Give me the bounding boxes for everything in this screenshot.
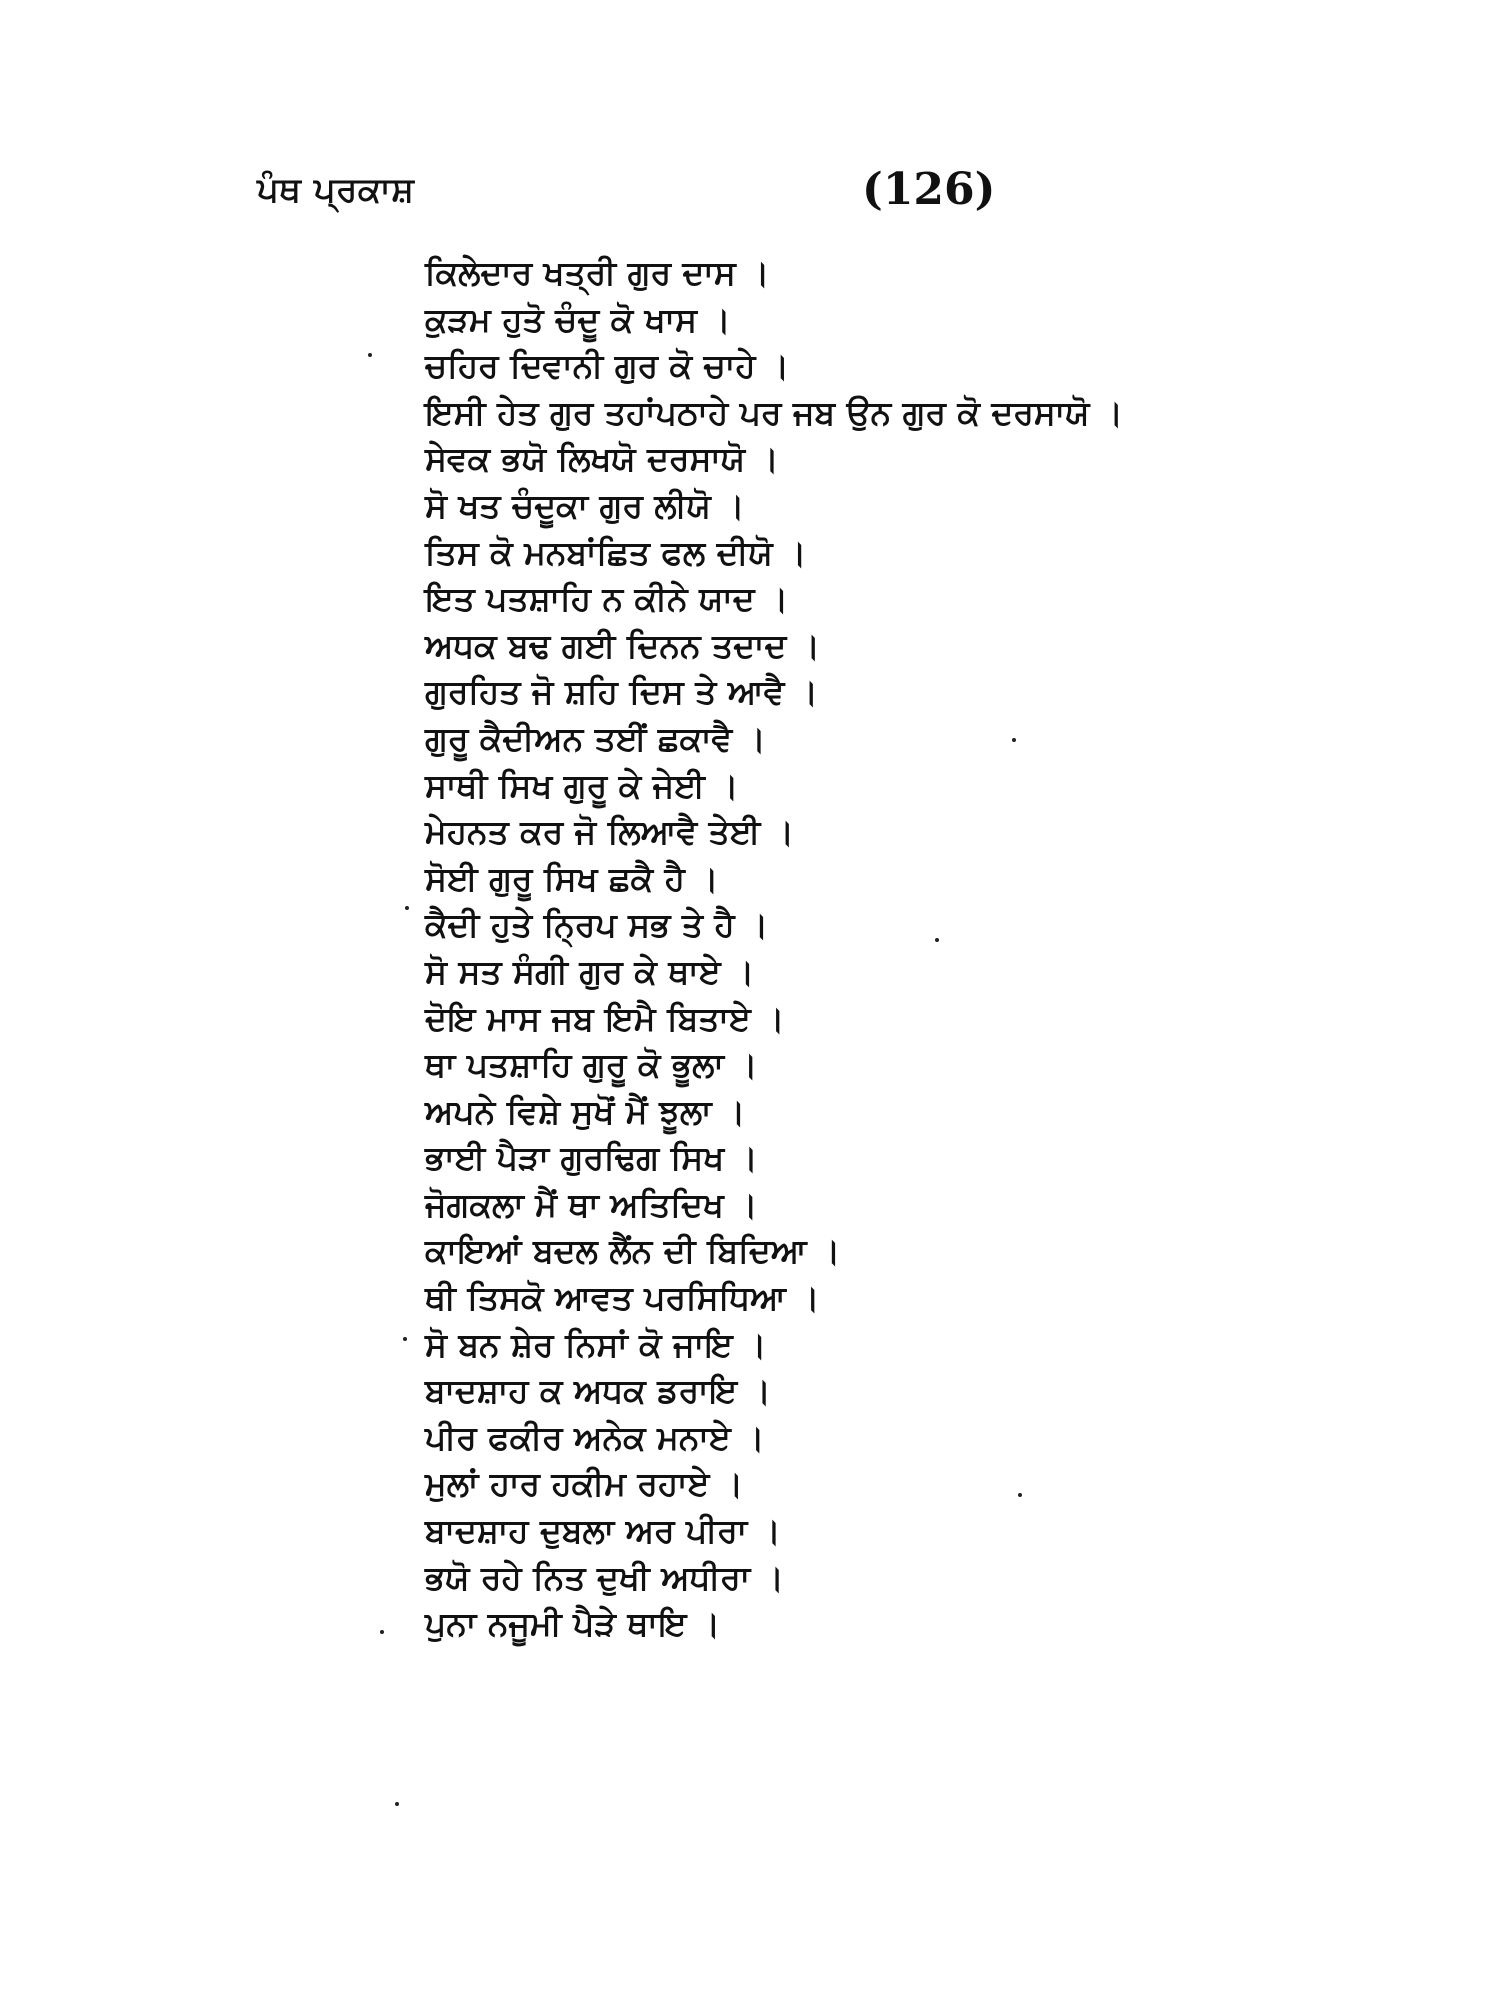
verse-line: ਕੈਦੀ ਹੁਤੇ ਨ੍ਰਿਪ ਸਭ ਤੇ ਹੈ । — [425, 905, 769, 945]
verse-line: ਭਯੋ ਰਹੇ ਨਿਤ ਦੁਖੀ ਅਧੀਰਾ । — [425, 1557, 784, 1597]
verse-line: ਅਧਕ ਬਢ ਗਈ ਦਿਨਨ ਤਦਾਦ । — [425, 625, 821, 665]
scan-speck — [368, 353, 372, 357]
verse-line: ਬਾਦਸ਼ਾਹ ਦੁਬਲਾ ਅਰ ਪੀਰਾ । — [425, 1511, 781, 1551]
verse-line: ਥਾ ਪਤਸ਼ਾਹਿ ਗੁਰੂ ਕੋ ਭੂਲਾ । — [425, 1045, 758, 1085]
book-title: ਪੰਥ ਪ੍ਰਕਾਸ਼ — [257, 170, 415, 210]
verse-line: ਗੁਰੂ ਕੈਦੀਅਨ ਤਈਂ ਛਕਾਵੈ । — [425, 718, 766, 758]
scan-speck — [1018, 1493, 1022, 1497]
scan-speck — [935, 938, 939, 942]
verse-line: ਥੀ ਤਿਸਕੋ ਆਵਤ ਪਰਸਿਧਿਆ । — [425, 1278, 820, 1318]
verse-line: ਕੁੜਮ ਹੁਤੋ ਚੰਦੂ ਕੋ ਖਾਸ । — [425, 299, 731, 339]
verse-line: ਭਾਈ ਪੈੜਾ ਗੁਰਢਿਗ ਸਿਖ । — [425, 1138, 758, 1178]
verse-line: ਗੁਰਹਿਤ ਜੋ ਸ਼ਹਿ ਦਿਸ ਤੇ ਆਵੈ । — [425, 672, 819, 712]
verse-line: ਦੋਇ ਮਾਸ ਜਬ ਇਮੈ ਬਿਤਾਏ । — [425, 998, 785, 1038]
verse-line: ਸੋਈ ਗੁਰੂ ਸਿਖ ਛਕੈ ਹੈ । — [425, 858, 719, 898]
verse-line: ਮੇਹਨਤ ਕਰ ਜੋ ਲਿਆਵੈ ਤੇਈ । — [425, 812, 795, 852]
verse-line: ਸਾਥੀ ਸਿਖ ਗੁਰੂ ਕੇ ਜੇਈ । — [425, 765, 739, 805]
verse-line: ਸੇਵਕ ਭਯੋ ਲਿਖਯੋ ਦਰਸਾਯੋ । — [425, 439, 779, 479]
verse-line: ਜੋਗਕਲਾ ਮੈਂ ਥਾ ਅਤਿਦਿਖ । — [425, 1184, 758, 1224]
scan-speck — [405, 906, 409, 910]
verse-line: ਚਹਿਰ ਦਿਵਾਨੀ ਗੁਰ ਕੋ ਚਾਹੇ । — [425, 346, 790, 386]
verse-line: ਅਪਨੇ ਵਿਸ਼ੇ ਸੁਖੋਂ ਮੈਂ ਝੂਲਾ । — [425, 1091, 746, 1131]
verse-line: ਸੋ ਬਨ ਸ਼ੇਰ ਨਿਸਾਂ ਕੋ ਜਾਇ । — [425, 1324, 767, 1364]
scan-speck — [1012, 738, 1016, 742]
verse-line: ਸੋ ਸਤ ਸੰਗੀ ਗੁਰ ਕੇ ਥਾਏ । — [425, 951, 755, 991]
verse-line: ਪੁਨਾ ਨਜੂਮੀ ਪੈੜੇ ਥਾਇ । — [425, 1604, 721, 1644]
page-number: (126) — [862, 164, 996, 215]
verse-list — [425, 250, 1123, 1648]
verse-line: ਸੋ ਖਤ ਚੰਦੂਕਾ ਗੁਰ ਲੀਯੋ । — [425, 485, 745, 525]
scan-speck — [380, 1630, 384, 1634]
verse-line: ਪੀਰ ਫਕੀਰ ਅਨੇਕ ਮਨਾਏ । — [425, 1417, 765, 1457]
scan-speck — [395, 1802, 399, 1806]
verse-line: ਇਸੀ ਹੇਤ ਗੁਰ ਤਹਾਂਪਠਾਹੇ ਪਰ ਜਬ ਉਨ ਗੁਰ ਕੋ ਦਰਸਾਯੋ । — [425, 392, 1124, 432]
verse-line: ਇਤ ਪਤਸ਼ਾਹਿ ਨ ਕੀਨੇ ਯਾਦ । — [425, 579, 789, 619]
verse-line: ਤਿਸ ਕੋ ਮਨਬਾਂਛਿਤ ਫਲ ਦੀਯੋ । — [425, 532, 807, 572]
verse-line: ਕਿਲੇਦਾਰ ਖਤ੍ਰੀ ਗੁਰ ਦਾਸ । — [425, 253, 770, 292]
verse-line: ਬਾਦਸ਼ਾਹ ਕ ਅਧਕ ਡਰਾਇ । — [425, 1371, 771, 1411]
verse-line: ਕਾਇਆਂ ਬਦਲ ਲੈਂਨ ਦੀ ਬਿਦਿਆ । — [425, 1231, 841, 1271]
verse-line: ਮੁਲਾਂ ਹਾਰ ਹਕੀਮ ਰਹਾਏ । — [425, 1464, 744, 1504]
scan-speck — [403, 1337, 407, 1341]
